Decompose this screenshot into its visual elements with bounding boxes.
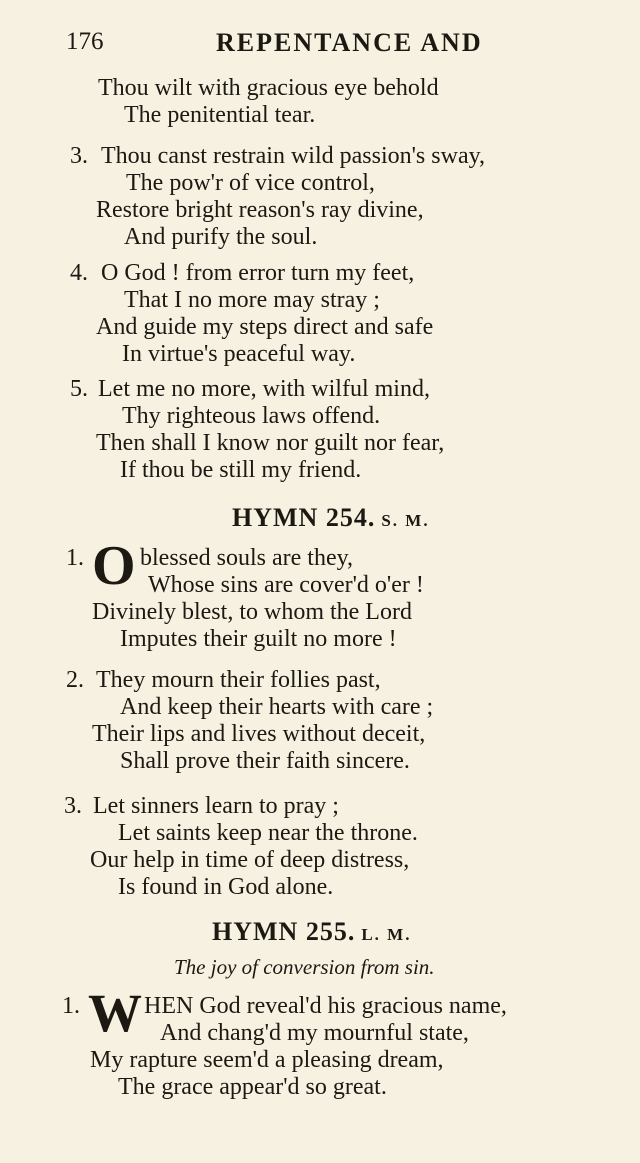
verse-line: Then shall I know nor guilt nor fear, [96, 430, 445, 456]
verse-line: In virtue's peaceful way. [122, 341, 356, 367]
verse-line: Shall prove their faith sincere. [120, 748, 410, 774]
verse-line: Restore bright reason's ray divine, [96, 197, 424, 223]
page-number: 176 [66, 28, 104, 55]
page-header [66, 28, 506, 60]
verse-line: HEN God reveal'd his gracious name, [144, 993, 507, 1019]
verse-line: My rapture seem'd a pleasing dream, [90, 1047, 444, 1073]
verse-line: That I no more may stray ; [124, 287, 380, 313]
verse-number: 3. [70, 143, 88, 169]
verse-line: If thou be still my friend. [120, 457, 362, 483]
verse-line: And guide my steps direct and safe [96, 314, 434, 340]
verse-line: The penitential tear. [124, 102, 316, 128]
verse-line: Thy righteous laws offend. [122, 403, 381, 429]
verse-line: blessed souls are they, [140, 545, 354, 571]
hymn-title [232, 503, 430, 533]
verse-number: 3. [64, 793, 82, 819]
verse-line: Our help in time of deep distress, [90, 847, 410, 873]
verse-number: 5. [70, 376, 88, 402]
verse-line: Is found in God alone. [118, 874, 334, 900]
verse-line: Let sinners learn to pray ; [93, 793, 339, 819]
verse-line: Whose sins are cover'd o'er ! [148, 572, 424, 598]
verse-number: 1. [66, 545, 84, 571]
hymn-meter: L. M. [361, 925, 412, 944]
hymn-number: HYMN 254. [232, 503, 376, 532]
drop-cap: O [92, 535, 136, 597]
verse-line: And chang'd my mournful state, [160, 1020, 469, 1046]
verse-number: 2. [66, 667, 84, 693]
verse-line: The grace appear'd so great. [118, 1074, 387, 1100]
running-title: REPENTANCE AND [216, 28, 483, 57]
verse-line: Let me no more, with wilful mind, [98, 376, 430, 402]
hymn-title [212, 917, 411, 947]
hymn-meter: S. M. [381, 511, 430, 530]
verse-line: And purify the soul. [124, 224, 318, 250]
verse-line: Thou canst restrain wild passion's sway, [101, 143, 486, 169]
verse-line: And keep their hearts with care ; [120, 694, 434, 720]
verse-line: The pow'r of vice control, [126, 170, 375, 196]
hymn-number: HYMN 255. [212, 917, 356, 946]
verse-line: Their lips and lives without deceit, [92, 721, 426, 747]
verse-number: 4. [70, 260, 88, 286]
verse-line: O God ! from error turn my feet, [101, 260, 415, 286]
verse-number: 1. [62, 993, 80, 1019]
hymn-subtitle: The joy of conversion from sin. [174, 955, 435, 979]
verse-line: Let saints keep near the throne. [118, 820, 418, 846]
verse-line: Thou wilt with gracious eye behold [98, 75, 439, 101]
drop-cap: W [88, 983, 142, 1043]
verse-line: They mourn their follies past, [96, 667, 381, 693]
verse-line: Divinely blest, to whom the Lord [92, 599, 412, 625]
verse-line: Imputes their guilt no more ! [120, 626, 397, 652]
